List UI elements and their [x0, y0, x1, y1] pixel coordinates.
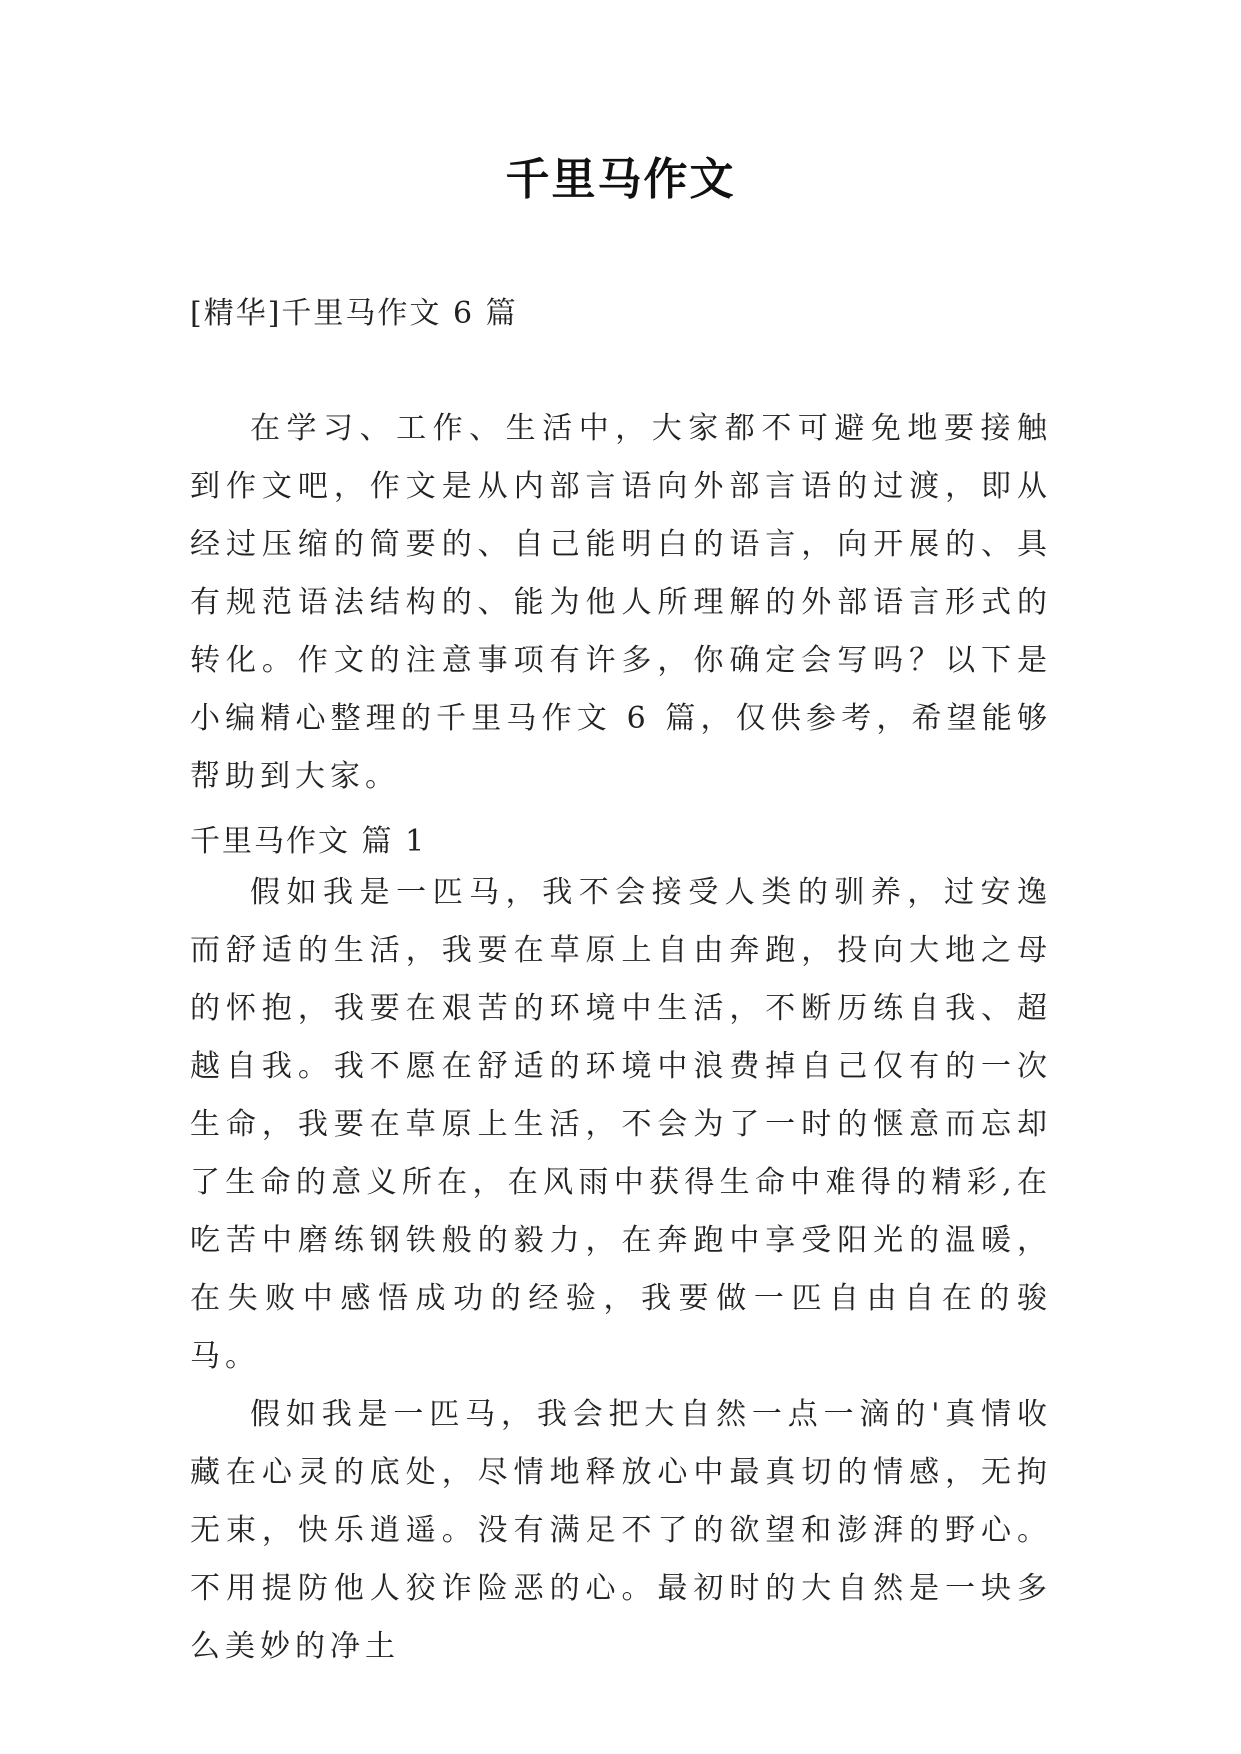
- intro-block: [190, 400, 1052, 806]
- essay-paragraph: 假如我是一匹马，我会把大自然一点一滴的'真情收藏在心灵的底处，尽情地释放心中最真切的情感，无拘无束，快乐逍遥。没有满足不了的欲望和澎湃的野心。不用提防他人狡诈险恶的心。最初时的大自然是一块多么美妙的净土: [190, 1397, 1052, 1664]
- essay-block: [190, 864, 1052, 1676]
- section-heading: 千里马作文 篇 1: [190, 824, 427, 859]
- essay-paragraph: 假如我是一匹马，我不会接受人类的驯养，过安逸而舒适的生活，我要在草原上自由奔跑，投向大地之母的怀抱，我要在艰苦的环境中生活，不断历练自我、超越自我。我不愿在舒适的环境中浪费掉自己仅有的一次生命，我要在草原上生活，不会为了一时的惬意而忘却了生命的意义所在，在风雨中获得生命中难得的精彩,在吃苦中磨练钢铁般的毅力，在奔跑中享受阳光的温暖，在失败中感悟成功的经验，我要做一匹自由自在的骏马。: [190, 875, 1052, 1374]
- document-title: 千里马作文: [505, 154, 736, 205]
- document-subtitle: [精华]千里马作文 6 篇: [190, 296, 518, 331]
- intro-paragraph: 在学习、工作、生活中，大家都不可避免地要接触到作文吧，作文是从内部言语向外部言语的过渡，即从经过压缩的简要的、自己能明白的语言，向开展的、具有规范语法结构的、能为他人所理解的外部语言形式的转化。作文的注意事项有许多，你确定会写吗？以下是小编精心整理的千里马作文 6 篇，仅供参考，希望能够帮助到大家。: [190, 411, 1052, 794]
